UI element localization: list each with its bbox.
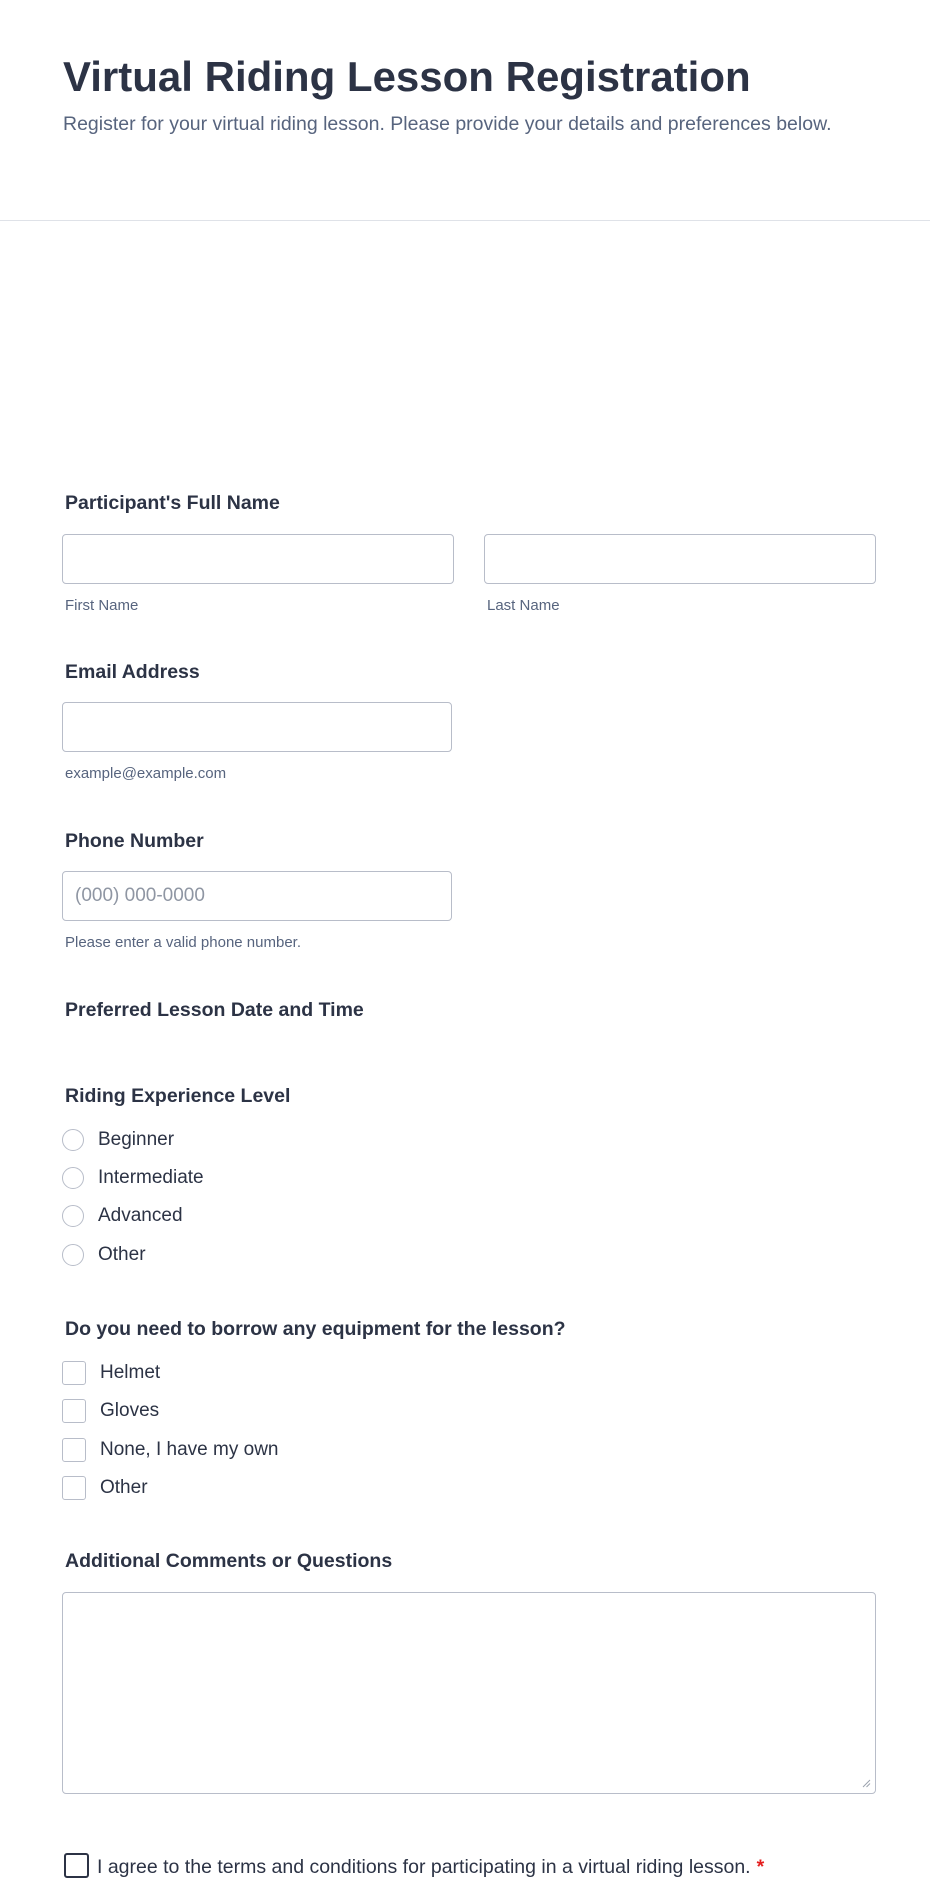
- last-name-sublabel: Last Name: [487, 597, 560, 614]
- phone-label: Phone Number: [65, 830, 204, 852]
- equipment-option-none[interactable]: [62, 1437, 278, 1463]
- option-label: Gloves: [100, 1400, 160, 1421]
- equipment-option-other[interactable]: [62, 1475, 148, 1501]
- phone-sublabel: Please enter a valid phone number.: [65, 934, 301, 951]
- equipment-option-gloves[interactable]: [62, 1398, 159, 1424]
- radio-button[interactable]: [62, 1205, 84, 1227]
- page-subtitle: Register for your virtual riding lesson. Please provide your details and preferences below.: [63, 113, 832, 135]
- terms-checkbox[interactable]: [64, 1853, 89, 1878]
- full-name-label: Participant's Full Name: [65, 492, 280, 514]
- checkbox[interactable]: [62, 1438, 86, 1462]
- option-label: Other: [98, 1244, 146, 1265]
- comments-textarea[interactable]: [62, 1592, 876, 1794]
- experience-option-other[interactable]: [62, 1242, 146, 1268]
- email-sublabel: example@example.com: [65, 765, 227, 782]
- page-title: Virtual Riding Lesson Registration: [63, 53, 751, 100]
- last-name-input[interactable]: [484, 534, 876, 584]
- resize-grip-icon[interactable]: [861, 1778, 871, 1788]
- terms-agreement: [62, 1853, 782, 1881]
- form-header: [0, 0, 930, 221]
- option-label: Beginner: [98, 1129, 175, 1150]
- phone-input[interactable]: [62, 871, 452, 921]
- comments-label: Additional Comments or Questions: [65, 1550, 393, 1572]
- lesson-datetime-label: Preferred Lesson Date and Time: [65, 999, 364, 1021]
- experience-option-beginner[interactable]: [62, 1127, 174, 1153]
- radio-button[interactable]: [62, 1244, 84, 1266]
- checkbox[interactable]: [62, 1399, 86, 1423]
- checkbox[interactable]: [62, 1361, 86, 1385]
- email-label: Email Address: [65, 661, 200, 683]
- required-marker: *: [756, 1856, 765, 1878]
- radio-button[interactable]: [62, 1129, 84, 1151]
- equipment-label: Do you need to borrow any equipment for the lesson?: [65, 1318, 566, 1340]
- equipment-option-helmet[interactable]: [62, 1360, 160, 1386]
- option-label: None, I have my own: [100, 1439, 279, 1460]
- option-label: Advanced: [98, 1205, 183, 1226]
- option-label: Intermediate: [98, 1167, 204, 1188]
- option-label: Other: [100, 1477, 148, 1498]
- experience-option-intermediate[interactable]: [62, 1165, 204, 1191]
- checkbox[interactable]: [62, 1476, 86, 1500]
- experience-label: Riding Experience Level: [65, 1085, 291, 1107]
- first-name-sublabel: First Name: [65, 597, 139, 614]
- radio-button[interactable]: [62, 1167, 84, 1189]
- first-name-input[interactable]: [62, 534, 454, 584]
- experience-option-advanced[interactable]: [62, 1203, 183, 1229]
- terms-text: I agree to the terms and conditions for participating in a virtual riding lesson.: [97, 1856, 751, 1878]
- option-label: Helmet: [100, 1362, 161, 1383]
- email-input[interactable]: [62, 702, 452, 752]
